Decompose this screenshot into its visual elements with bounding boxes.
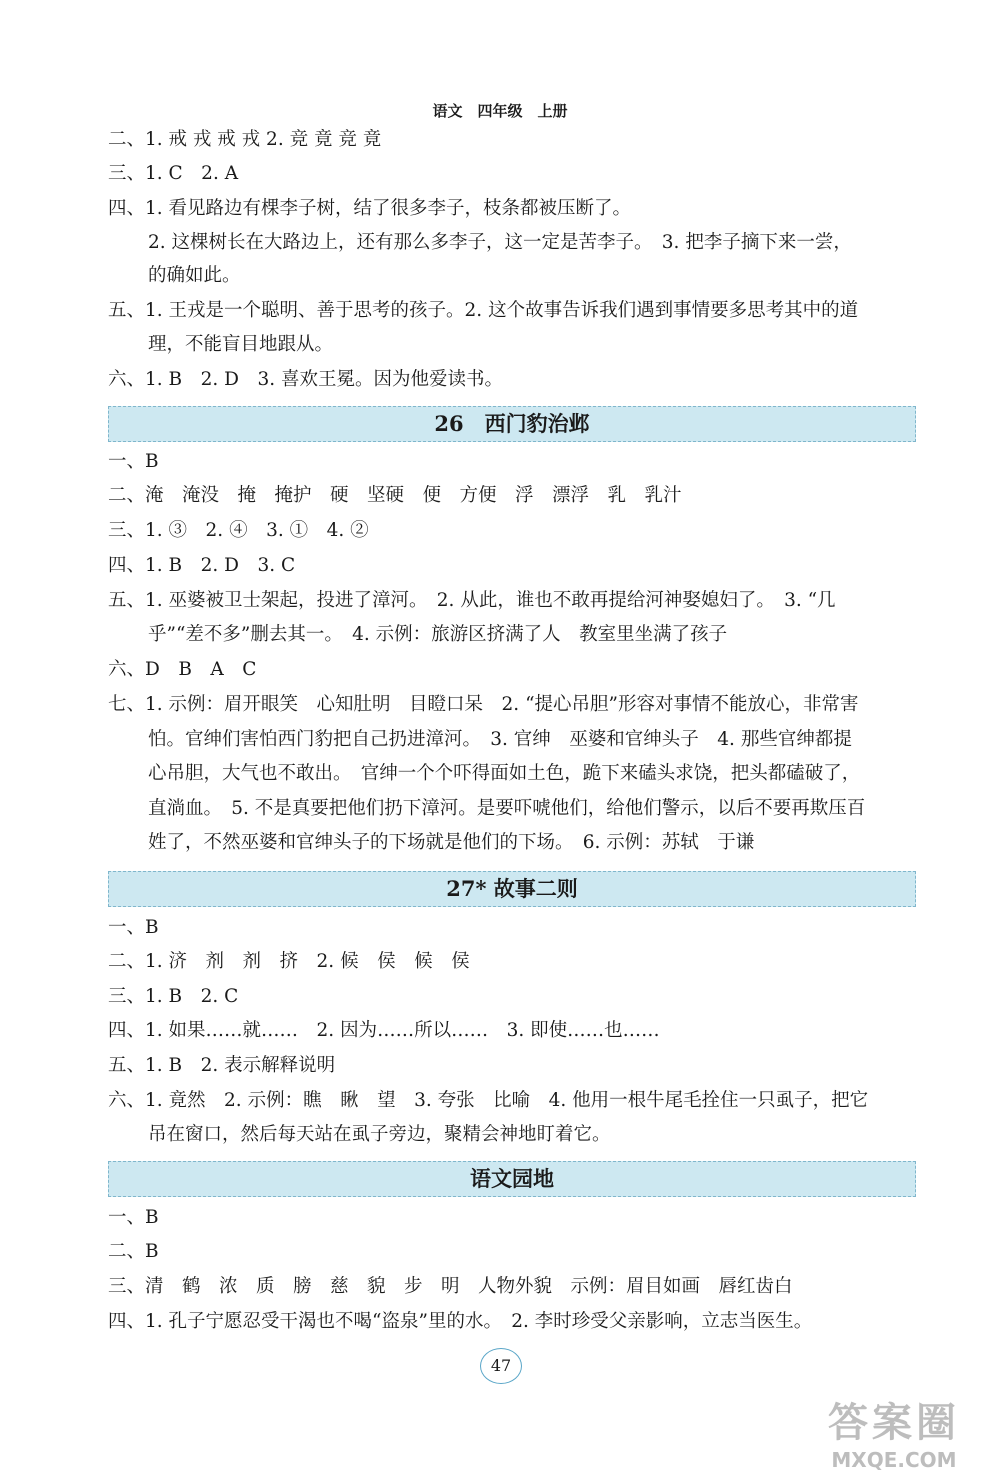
answer-line: 2. 这棵树长在大路边上，还有那么多李子，这一定是苦李子。 3. 把李子摘下来一尝， [148,232,852,253]
answer-line: 五、1. B 2. 表示解释说明 [108,1055,336,1076]
section-title-banner: 26 西门豹治邺 [108,406,916,442]
watermark-text: 答案圈 [828,1400,960,1446]
answer-line: 姓了，不然巫婆和官绅头子的下场就是他们的下场。 6. 示例：苏轼 于谦 [148,832,755,853]
answer-line: 二、淹 淹没 掩 掩护 硬 坚硬 便 方便 浮 漂浮 乳 乳汁 [108,485,682,506]
answer-line: 二、1. 济 剂 剂 挤 2. 候 侯 候 侯 [108,951,470,972]
answer-line: 的确如此。 [148,265,241,286]
answer-line: 六、D B A C [108,659,257,680]
answer-line: 三、1. B 2. C [108,986,239,1007]
answer-line: 理，不能盲目地跟从。 [148,334,334,355]
answer-line: 三、1. ③ 2. ④ 3. ① 4. ② [108,520,369,541]
page-header: 语文 四年级 上册 [432,102,568,120]
answer-line: 四、1. 孔子宁愿忍受干渴也不喝“盗泉”里的水。 2. 李时珍受父亲影响，立志当医生。 [108,1311,813,1332]
answer-line: 二、B [108,1241,159,1262]
answer-line: 三、1. C 2. A [108,163,239,184]
answer-line: 五、1. 王戎是一个聪明、善于思考的孩子。2. 这个故事告诉我们遇到事情要多思考其中的道 [108,300,859,321]
answer-line: 六、1. B 2. D 3. 喜欢王冕。因为他爱读书。 [108,369,504,390]
answer-line: 直淌血。 5. 不是真要把他们扔下漳河。是要吓唬他们，给他们警示，以后不要再欺压百 [148,798,866,819]
answer-line: 心吊胆，大气也不敢出。 官绅一个个吓得面如土色，跪下来磕头求饶，把头都磕破了， [148,763,861,784]
answer-line: 一、B [108,451,159,472]
answer-line: 乎”“差不多”删去其一。 4. 示例：旅游区挤满了人 教室里坐满了孩子 [148,624,728,645]
answer-line: 六、1. 竟然 2. 示例：瞧 瞅 望 3. 夸张 比喻 4. 他用一根牛尾毛拴住一只虱子，把它 [108,1090,869,1111]
watermark-url: MXQE.COM [831,1448,957,1472]
answer-line: 怕。官绅们害怕西门豹把自己扔进漳河。 3. 官绅 巫婆和官绅头子 4. 那些官绅都提 [148,729,852,750]
section-title-banner: 27* 故事二则 [108,871,916,907]
answer-line: 五、1. 巫婆被卫士架起，投进了漳河。 2. 从此，谁也不敢再提给河神娶媳妇了。 3. “几 [108,590,836,611]
page-number: 47 [480,1348,522,1384]
answer-line: 二、1. 戒 戎 戒 戎 2. 竞 竟 竞 竟 [108,129,382,150]
answer-line: 四、1. B 2. D 3. C [108,555,296,576]
section-title-banner: 语文园地 [108,1161,916,1197]
watermark-logo [794,1398,994,1478]
answer-line: 一、B [108,1207,159,1228]
answer-line: 四、1. 看见路边有棵李子树，结了很多李子，枝条都被压断了。 [108,198,632,219]
answer-line: 吊在窗口，然后每天站在虱子旁边，聚精会神地盯着它。 [148,1124,611,1145]
answer-line: 一、B [108,917,159,938]
answer-line: 四、1. 如果……就…… 2. 因为……所以…… 3. 即使……也…… [108,1020,660,1041]
answer-line: 七、1. 示例：眉开眼笑 心知肚明 目瞪口呆 2. “提心吊胆”形容对事情不能放心，非常害 [108,694,859,715]
answer-line: 三、清 鹤 浓 质 膀 慈 貌 步 明 人物外貌 示例：眉目如画 唇红齿白 [108,1276,793,1297]
